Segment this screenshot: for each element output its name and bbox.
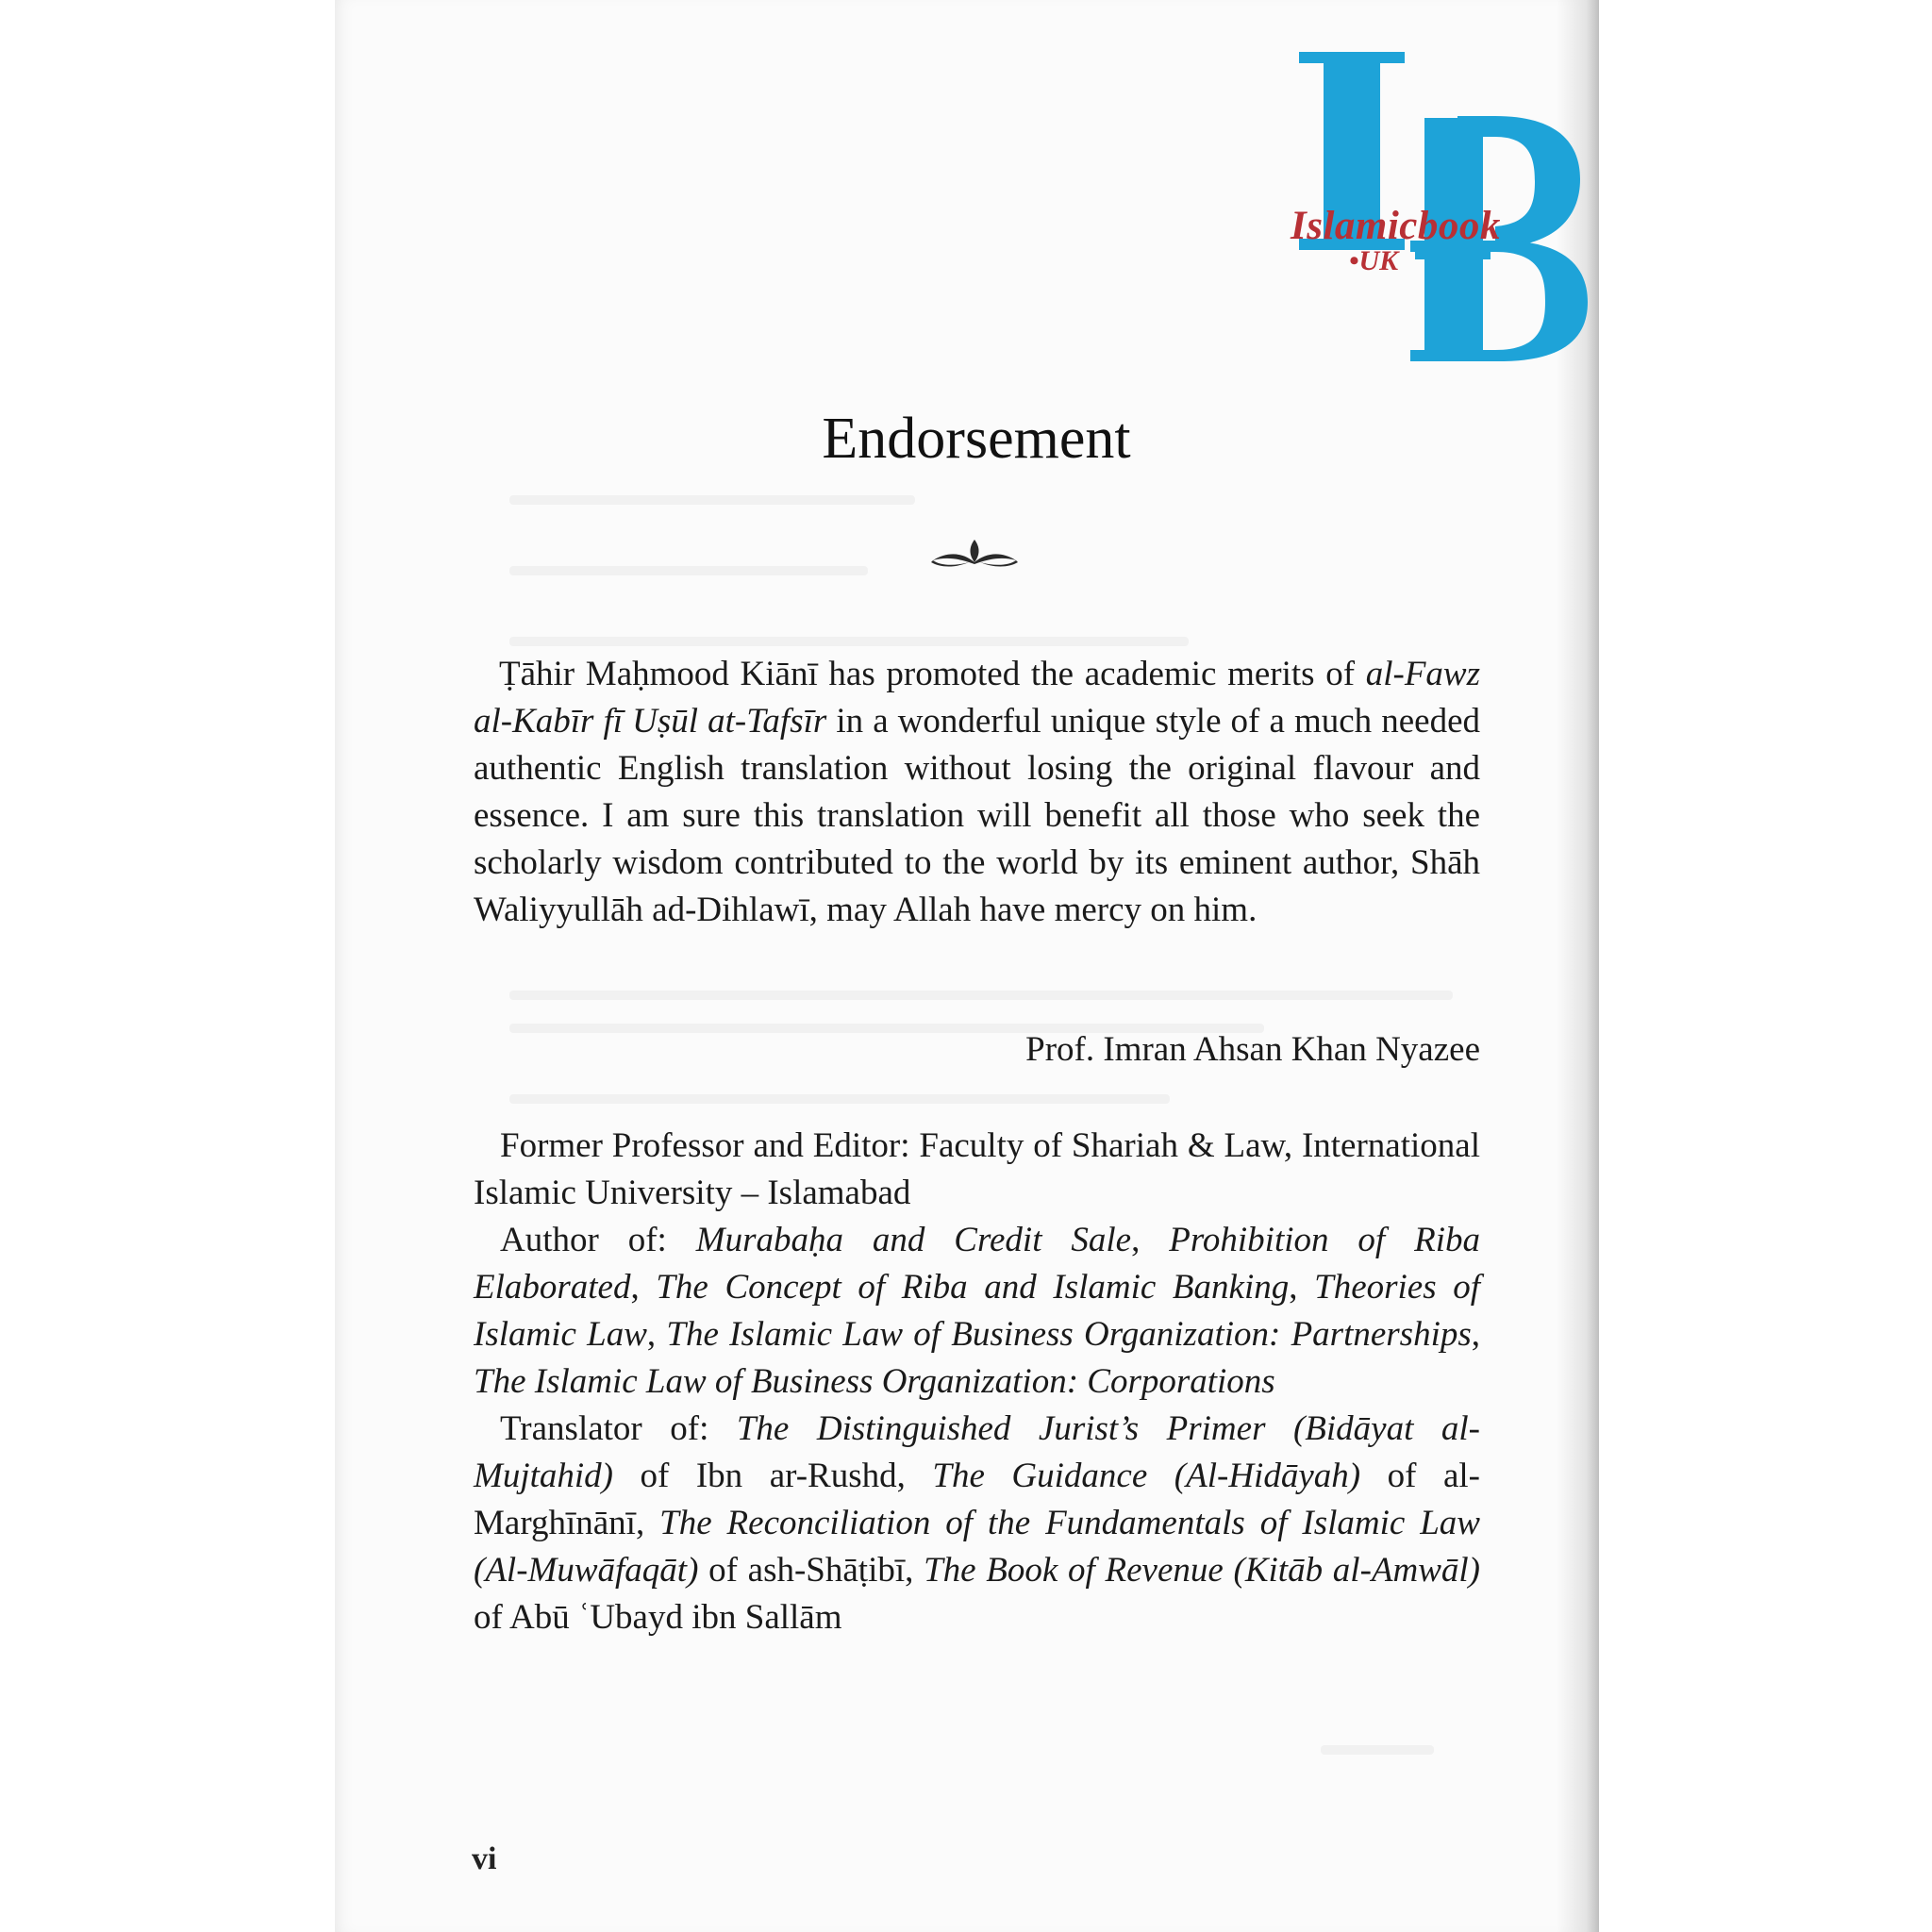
translator-of-paragraph <box>474 1406 1480 1641</box>
translation-title: The Distinguished Jurist’s Primer (Bidāyat al-Mujtahid) <box>474 1409 1480 1495</box>
signature: Prof. Imran Ahsan Khan Nyazee <box>1025 1030 1480 1069</box>
page-title: Endorsement <box>822 407 1131 471</box>
translation-title: The Book of Revenue (Kitāb al-Amwāl) <box>924 1551 1480 1590</box>
translator-of-label: Translator of: <box>500 1409 737 1448</box>
logo-brand-suffix: •UK <box>1349 245 1399 276</box>
translation-author: of al-Marghīnānī, <box>474 1457 1480 1542</box>
translation-author: of Abū ʿUbayd ibn Sallām <box>474 1598 842 1637</box>
islamicbook-logo <box>1278 42 1599 363</box>
author-work: The Islamic Law of Business Organization: Partnerships <box>666 1315 1472 1354</box>
author-work: The Islamic Law of Business Organization: Corporations <box>474 1362 1275 1401</box>
translation-author: of ash-Shāṭibī, <box>698 1551 924 1590</box>
translation-title: The Guidance (Al-Hidāyah) <box>932 1457 1361 1495</box>
logo-brand-text: Islamicbook <box>1291 204 1501 248</box>
translation-title: The Reconciliation of the Fundamentals of Islamic Law (Al-Muwāfaqāt) <box>474 1504 1480 1590</box>
author-of-paragraph: Author of: Murabaḥa and Credit Sale, Prohibition of Riba Elaborated, The Concept of Riba and Islamic Banking, Theories of Islamic Law, The Islamic Law of Business Organization: Partnerships, The Islamic Law of Business Organization: Corporations <box>474 1221 1481 1401</box>
author-work: Murabaḥa and Credit Sale <box>695 1221 1132 1259</box>
endorsement-paragraph <box>474 651 1480 934</box>
author-work: Theories of Islamic Law <box>474 1268 1481 1354</box>
translation-author: of Ibn ar-Rushd, <box>612 1457 933 1495</box>
book-title: al-Fawz al-Kabīr fī Uṣūl at-Tafsīr <box>474 655 1480 741</box>
author-of-label: Author of: <box>500 1221 696 1259</box>
floral-divider-icon <box>927 536 1022 570</box>
endorsement-rest: in a wonderful unique style of a much needed authentic English translation without losing the original flavour and essence. I am sure this translation will benefit all those who seek the scholarly wisdom contributed to the world by its eminent author, Shāh Waliyyullāh ad-Dihlawī, may Allah have mercy on him. <box>474 702 1480 929</box>
author-work: The Concept of Riba and Islamic Banking <box>656 1268 1290 1307</box>
credentials-position: Former Professor and Editor: Faculty of Shariah & Law, International Islamic University – Islamabad <box>474 1126 1480 1212</box>
endorsement-lead: Ṭāhir Maḥmood Kiānī has promoted the academic merits of <box>499 655 1366 693</box>
page-number: vi <box>472 1841 497 1876</box>
author-work: Prohibition of Riba Elaborated <box>474 1221 1480 1307</box>
